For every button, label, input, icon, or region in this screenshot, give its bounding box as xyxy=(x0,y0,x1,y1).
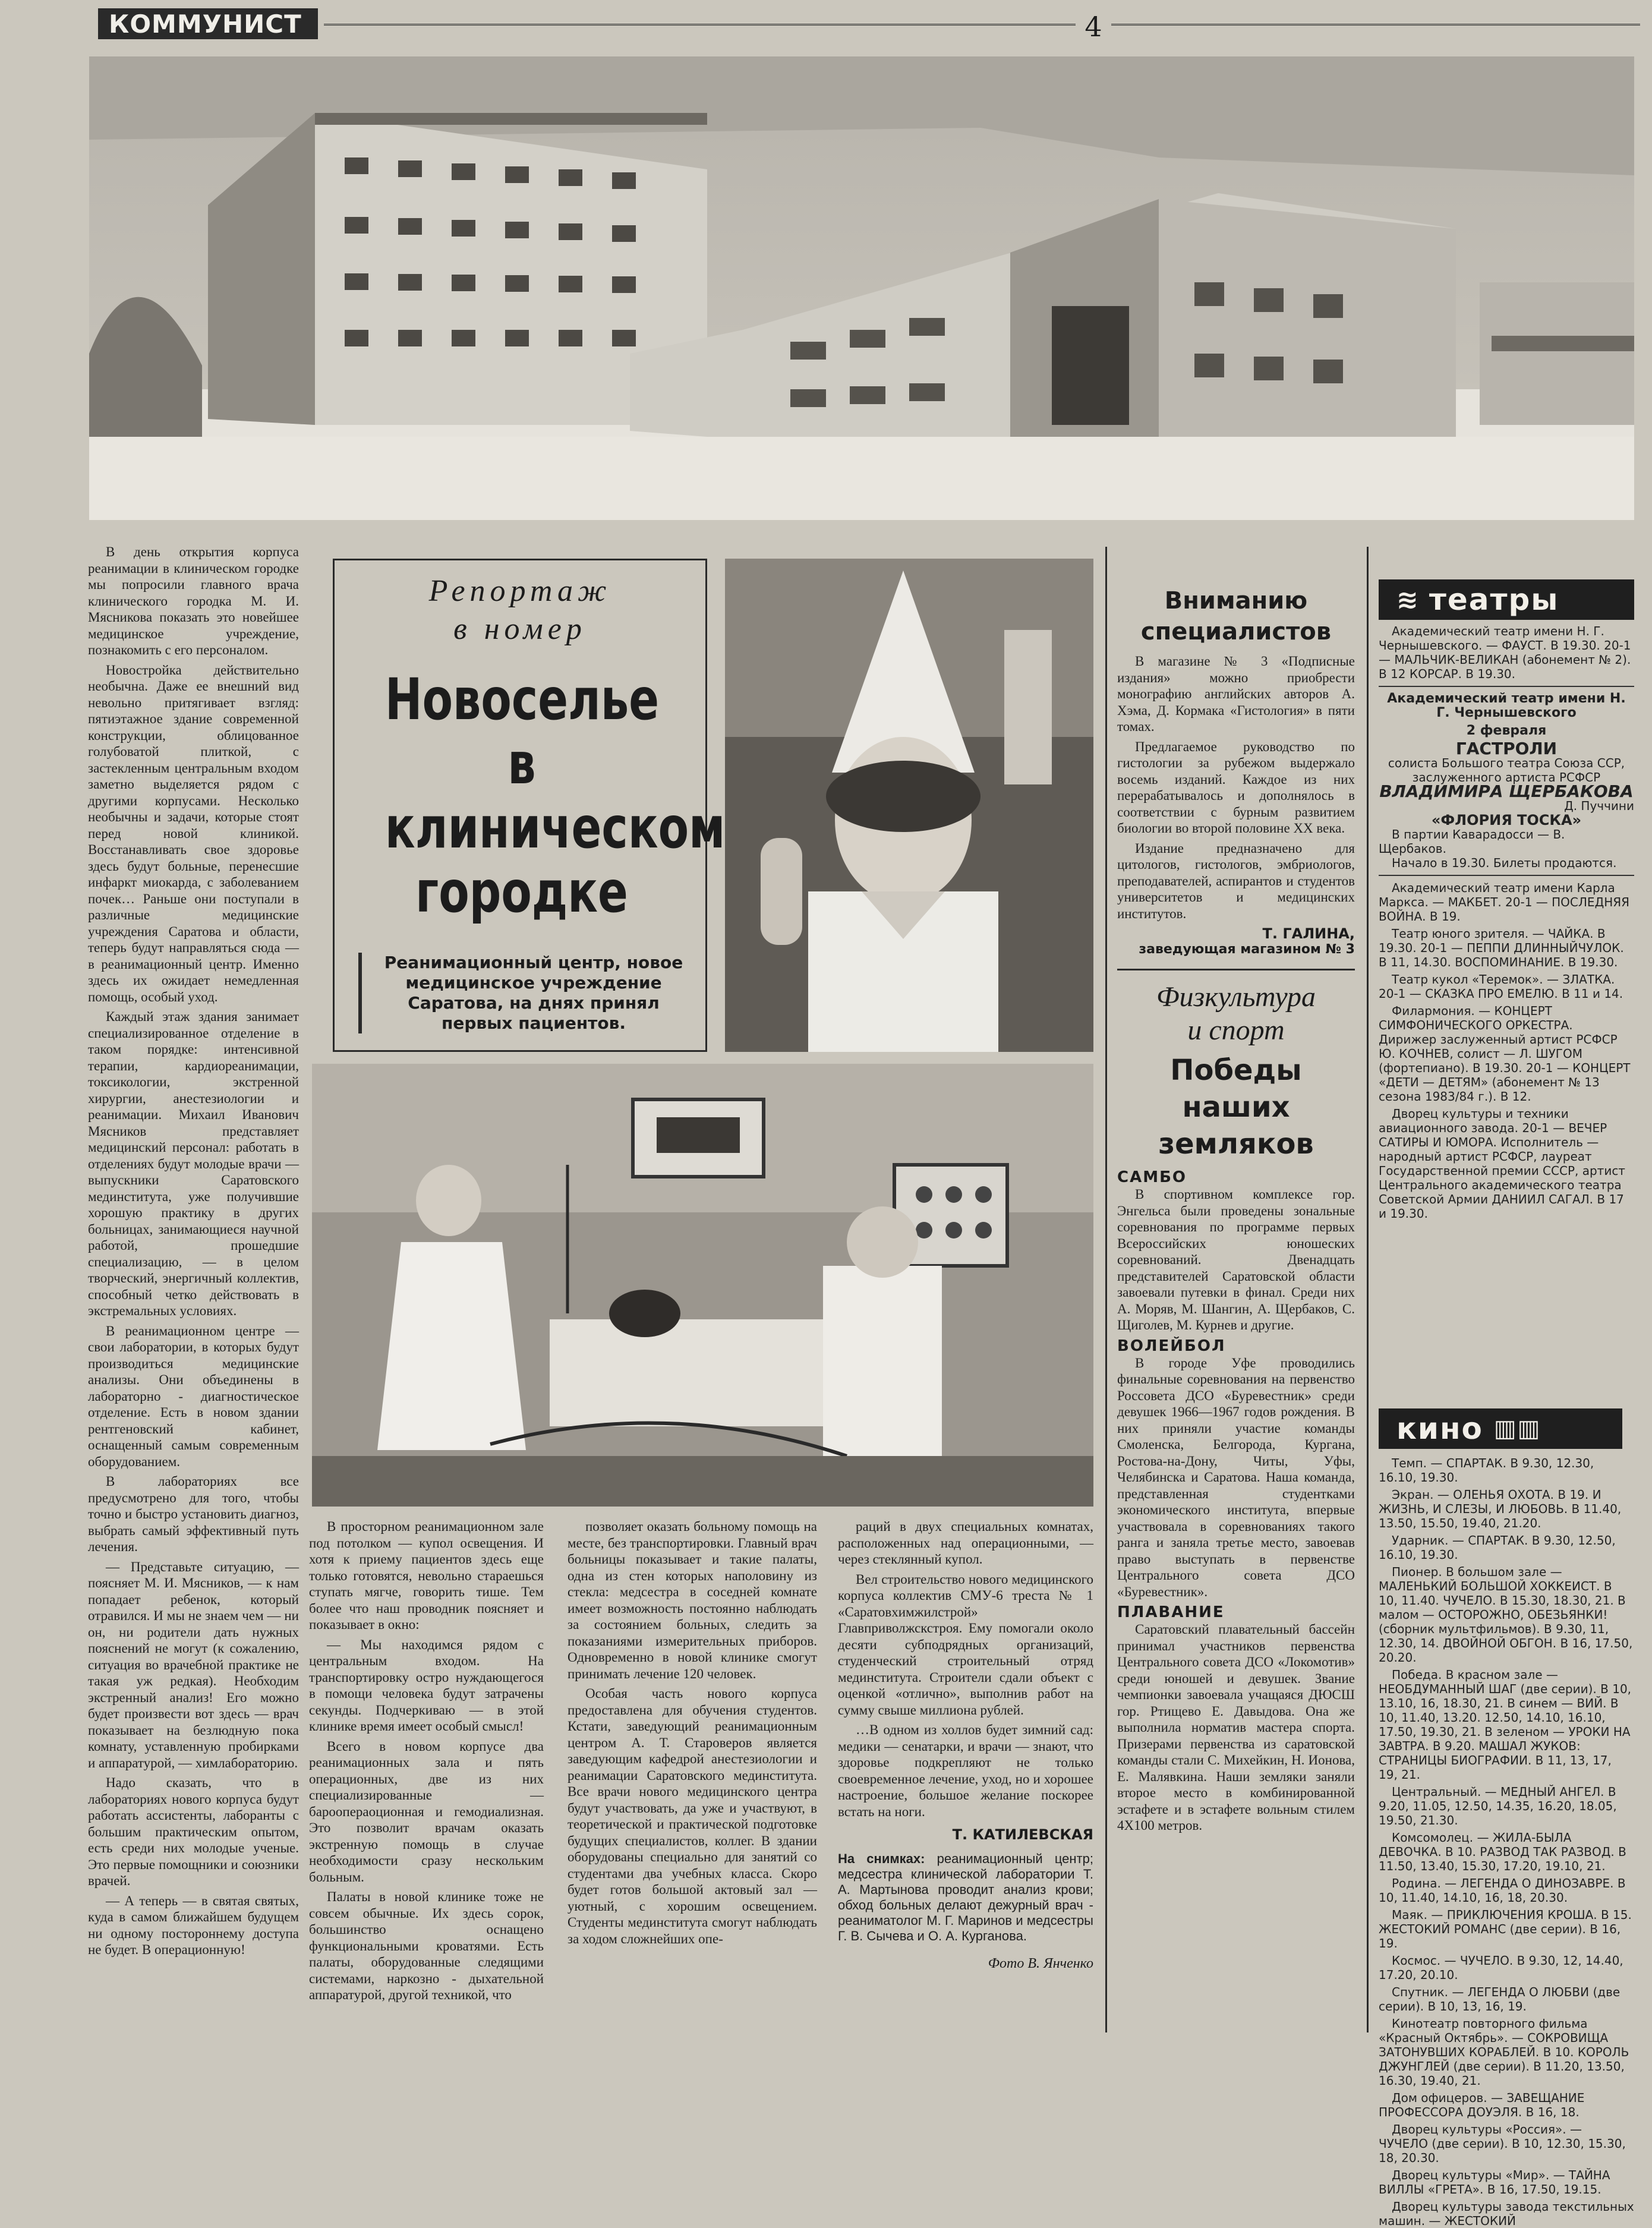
gastroli-text: солиста Большого театра Союза ССР, заслуженного артиста РСФСР xyxy=(1388,756,1625,784)
body-column-3-text xyxy=(838,1518,1093,1819)
sidebar-divider xyxy=(1117,969,1355,970)
reportage-rubric xyxy=(335,572,705,648)
rubric-line: в номер xyxy=(453,612,587,646)
gastroli-role: В партии Каварадосси — В. Щербаков. xyxy=(1379,827,1565,856)
article-headline: Новоселье в клиническом городке xyxy=(384,666,726,925)
body-column-1 xyxy=(309,1518,544,2030)
cinema-listing: Темп. — СПАРТАК. В 9.30, 12.30, 16.10, 19.30. xyxy=(1379,1456,1594,1485)
gastroli-title: ГАСТРОЛИ xyxy=(1455,739,1558,758)
caption-text: реанимационный центр; медсестра клинической лаборатории Т. А. Мартынова проводит анализ крови; обход больных делают дежурный врач - реаниматолог М. Г. Маринов и медсестры Г. В. Сычева и О. А. Курганова. xyxy=(838,1851,1093,1943)
body-paragraph: Вел строительство нового медицинского корпуса коллектив СМУ-6 треста № 1 «Саратовхимжилстрой» Главприволжскстроя. Ему помогали около десяти субподрядных организаций, студенческий строительный отряд мединститута. Строители сдали объект с оценкой «отлично», выполнив работ на сумму свыше миллиона рублей. xyxy=(838,1571,1093,1718)
specialists-paragraph: Предлагаемое руководство по гистологии за рубежом выдержало восемь изданий. Каждое из них перерабатывалось и дополнялось в соответствии с бурным развитием биологии во второй половине XX века. xyxy=(1117,739,1355,836)
specialists-paragraph: В магазине № 3 «Подписные издания» можно приобрести монографию английских авторов А. Хэма, Д. Кормака «Гистология» в пяти томах. xyxy=(1117,654,1355,734)
body-column-3 xyxy=(838,1518,1093,2030)
sport-paragraph: В спортивном комплексе гор. Энгельса были проведены зональные соревнования по программе первых Всероссийских юношеских соревнований. Двенадцать представителей Саратовской области завоевали путевки в финал. Среди них А. Моряв, М. Шангин, А. Щербаков, С. Щиголев, М. Курнев и другие. xyxy=(1117,1187,1355,1332)
gastroli-notice xyxy=(1379,686,1634,876)
specialists-signature: Т. ГАЛИНА, xyxy=(1262,925,1355,942)
article-signature: Т. КАТИЛЕВСКАЯ xyxy=(952,1826,1093,1843)
rubric-line: Репортаж xyxy=(428,574,611,608)
photo-caption xyxy=(838,1851,1093,1944)
body-paragraph: позволяет оказать больному помощь на месте, без транспортировки. Главный врач больницы показывает и такие палаты, одна из стен которых наполовину из стекла: медсестра в соседней комнате имеет возможность постоянно наблюдать за состоянием больных, следить за показаниями измерительных приборов. Одновременно в новой клинике смогут принимать лечение 120 человек. xyxy=(568,1519,817,1681)
cinema-listing: Маяк. — ПРИКЛЮЧЕНИЯ КРОША. В 15. ЖЕСТОКИЙ РОМАНС (две серии). В 16, 19. xyxy=(1379,1908,1632,1950)
rubric-line: Физкультура xyxy=(1156,981,1316,1013)
caption-label: На снимках: xyxy=(838,1851,925,1866)
sport-section-text xyxy=(1117,1186,1355,1334)
body-paragraph: Всего в новом корпусе два реанимационных зала и пять операционных, две из них специализированные — бароопераоционная и гемодиализная. Это позволит врачам оказать экстренную помощь в случае необходимости сразу нескольким больным. xyxy=(309,1738,544,1884)
page-number: 4 xyxy=(1076,11,1111,40)
theatre-listing: Академический театр имени Н. Г. Чернышевского. — ФАУСТ. В 19.30. 20-1 — МАЛЬЧИК-ВЕЛИКАН (абонемент № 2). В 12 КОРСАР. В 19.30. xyxy=(1379,624,1631,681)
specialists-notice xyxy=(1117,585,1355,966)
cinema-listing: Экран. — ОЛЕНЬЯ ОХОТА. В 19. И ЖИЗНЬ, И СЛЕЗЫ, И ЛЮБОВЬ. В 11.40, 13.50, 15.50, 19.40, 21.20. xyxy=(1379,1488,1622,1530)
left-paragraph: В день открытия корпуса реанимации в клиническом городке мы попросили главного врача клинического городка М. И. Мясникова показать это новейшее медицинское учреждение, познакомить с его персоналом. xyxy=(88,544,299,657)
body-paragraph: В просторном реанимационном зале под потолком — купол освещения. И хотя к приему пациентов здесь еще только готовятся, невольно стараешься ступать мягче, говорить тише. Тем более что наш проводник поясняет и показывает в окно: xyxy=(309,1519,544,1632)
specialists-signature-role: заведующая магазином № 3 xyxy=(1139,942,1355,957)
sport-rubric xyxy=(1117,981,1355,1047)
newspaper-masthead: КОММУНИСТ xyxy=(98,8,318,39)
left-paragraph: Каждый этаж здания занимает специализированное отделение в таком порядке: интенсивной терапии, кардиореанимации, токсикологии, экстренной хирургии, анестезиологии и реанимации. Михаил Иванович Мясников представляет медицинский персонал: работать в отделениях будут молодые врачи — выпускники Саратовского мединститута, уже получившие хорошую практику в других больницах, занимающиеся научной работой, прошедшие специализацию, — в целом творческий, энергичный коллектив, способный четко действовать в экстремальных условиях. xyxy=(88,1009,299,1318)
cinema-listings xyxy=(1379,1456,1634,2228)
left-paragraph: В реанимационном центре — свои лаборатории, в которых будут производиться медицинские анализы. Они объединены в лабораторно - диагностическое отделение. Есть в новом здании рентгеновский кабинет, оснащенный самым современным оборудованием. xyxy=(88,1323,299,1469)
gastroli-start: Начало в 19.30. Билеты продаются. xyxy=(1392,856,1617,870)
cinema-listing: Центральный. — МЕДНЫЙ АНГЕЛ. В 9.20, 11.05, 12.50, 14.35, 16.20, 18.05, 19.50, 21.30. xyxy=(1379,1785,1617,1827)
gastroli-date: 2 февраля xyxy=(1466,723,1547,738)
cinema-listing: Дворец культуры завода текстильных машин. — ЖЕСТОКИЙ xyxy=(1379,2199,1634,2228)
column-rule xyxy=(1367,547,1369,2032)
cinema-listing: Дворец культуры «Мир». — ТАЙНА ВИЛЛЫ «ГРЕТА». В 16, 17.50, 19.15. xyxy=(1379,2168,1610,2197)
cinema-banner xyxy=(1379,1408,1622,1449)
nurse-photo xyxy=(725,559,1093,1052)
cinema-listing: Комсомолец. — ЖИЛА-БЫЛА ДЕВОЧКА. В 10. РАЗВОД ТАК РАЗВОД. В 11.50, 13.40, 15.30, 17.20, 19.10, 21. xyxy=(1379,1830,1626,1873)
left-column-article xyxy=(88,544,299,2030)
theatre-listing: Театр юного зрителя. — ЧАЙКА. В 19.30. 20-1 — ПЕППИ ДЛИННЫЙЧУЛОК. В 11, 14.30. ВОСПОМИНАНИЕ. В 19.30. xyxy=(1379,927,1624,969)
theatre-mask-icon: ≋ xyxy=(1396,584,1420,615)
cinema-listing: Спутник. — ЛЕГЕНДА О ЛЮБВИ (две серии). В 10, 13, 16, 19. xyxy=(1379,1985,1621,2013)
column-rule xyxy=(1105,547,1107,2032)
left-paragraph: Новостройка действительно необычна. Даже ее внешний вид невольно притягивает взгляд: пятиэтажное здание современной конструкции, облицованное голубоватой плиткой, с застекленным центральным входом заметно выделяется рядом с другими корпусами. Несколько необычны и задачи, которые стоят перед новой клиникой. Восстанавливать свое здоровье здесь будут больные, перенесшие инфаркт миокарда, с заболеванием почек… Раньше они поступали в различные медицинские учреждения Саратова и области, теперь будут направляться сюда — в реанимационный центр. Именно здесь их ожидает немедленная помощь, особый уход. xyxy=(88,662,299,1004)
sport-section-text xyxy=(1117,1621,1355,1834)
cinema-listing: Кинотеатр повторного фильма «Красный Октябрь». — СОКРОВИЩА ЗАТОНУВШИХ КОРАБЛЕЙ. В 10. КОРОЛЬ ДЖУНГЛЕЙ (две серии). В 11.20, 13.50, 16.30, 19.40, 21. xyxy=(1379,2016,1629,2088)
body-paragraph: Палаты в новой клинике тоже не совсем обычные. Их здесь сорок, большинство оснащено функциональными кроватями. Есть палаты, оборудованные следящими системами, наркозно - дыхательной аппаратурой, другой техникой, что xyxy=(309,1889,544,2002)
specialists-paragraph: Издание предназначено для цитологов, гистологов, эмбриологов, преподавателей, аспирантов и студентов университетов и медицинских институтов. xyxy=(1117,840,1355,921)
rubric-line: и спорт xyxy=(1187,1014,1285,1046)
film-strip-icon: ▥▥ xyxy=(1493,1415,1541,1442)
specialists-text xyxy=(1117,653,1355,922)
left-paragraph: — А теперь — в святая святых, куда в самом ближайшем будущем ни одному постороннему доступа не будет. В операционную! xyxy=(88,1893,299,1957)
cinema-listing: Родина. — ЛЕГЕНДА О ДИНОЗАВРЕ. В 10, 11.40, 14.10, 16, 18, 20.30. xyxy=(1379,1876,1626,1905)
specialists-title: Вниманию специалистов xyxy=(1140,587,1332,645)
article-lede: Реанимационный центр, новое медицинское учреждение Саратова, на днях принял первых пациентов. xyxy=(358,953,697,1033)
cinema-listing: Дворец культуры «Россия». — ЧУЧЕЛО (две серии). В 10, 12.30, 15.30, 18, 20.30. xyxy=(1379,2122,1626,2165)
sport-title: Победы наших земляков xyxy=(1158,1054,1314,1161)
theatre-listing: Дворец культуры и техники авиационного завода. 20-1 — ВЕЧЕР САТИРЫ И ЮМОРА. Исполнитель — народный артист РСФСР, лауреат Государственной премии СССР, артист Центрального академического театра Советской Армии ДАНИИЛ САГАЛ. В 17 и 19.30. xyxy=(1379,1107,1625,1221)
ward-photo xyxy=(312,1064,1093,1507)
theatres-banner xyxy=(1379,579,1634,620)
gastroli-author: Д. Пуччини xyxy=(1564,799,1634,813)
theatre-listing: Филармония. — КОНЦЕРТ СИМФОНИЧЕСКОГО ОРКЕСТРА. Дирижер заслуженный артист РСФСР Ю. КОЧНЕВ, солист — Л. ШУГОМ (фортепиано). В 19.30. 20-1 — КОНЦЕРТ «ДЕТИ — ДЕТЯМ» (абонемент № 13 сезона 1983/84 г.). В 12. xyxy=(1379,1004,1631,1104)
cinema-listing: Дом офицеров. — ЗАВЕЩАНИЕ ПРОФЕССОРА ДОУЭЛЯ. В 16, 18. xyxy=(1379,2091,1585,2119)
left-paragraph: Надо сказать, что в лабораториях нового корпуса будут работать ассистенты, лаборанты с большим практическим опытом, есть среди них молодые ученые. Это первые помощники и союзники врачей. xyxy=(88,1775,299,1888)
sport-section-text xyxy=(1117,1355,1355,1600)
sport-section-head: ВОЛЕЙБОЛ xyxy=(1117,1337,1226,1355)
left-paragraph: В лабораториях все предусмотрено для того, чтобы точно и быстро установить диагноз, выбрать самый эффективный путь лечения. xyxy=(88,1474,299,1554)
body-paragraph: Особая часть нового корпуса предоставлена для обучения студентов. Кстати, заведующий реанимационным центром А. Т. Староверов является заведующим кафедрой анестезиологии и реанимации Саратовского мединститута. Все врачи нового медицинского центра будут участвовать, да уже и участвуют, в теоретической и практической подготовке будущих специалистов, коллег. В здании оборудованы специально для занятий со студентами два учебных класса. Скоро будет готов большой актовый зал — уютный, с хорошим освещением. Студенты мединститута смогут наблюдать за ходом сложнейших опе- xyxy=(568,1686,817,1946)
body-paragraph: …В одном из холлов будет зимний сад: медики — сенатарки, и врачи — знают, что здоровье подкрепляют не только своевременное лечение, уход, но и хорошее настроение, большое желание поскорее встать на ноги. xyxy=(838,1722,1093,1819)
theatre-listing: Академический театр имени Карла Маркса. — МАКБЕТ. 20-1 — ПОСЛЕДНЯЯ ВОЙНА. В 19. xyxy=(1379,881,1630,924)
sport-paragraph: Саратовский плавательный бассейн принимал участников первенства Центрального совета ДСО «Локомотив» среди юношей и девушек. Звание чемпионки завоевала учащаяся ДЮСШ гор. Ртищево Е. Давыдова. Она же выполнила норматив мастера спорта. Призерами первенства из саратовской команды стали С. Михейкин, Н. Ионова, Е. Малявкина. Наши земляки заняли второе место в комбинированной эстафете и в эстафете вольным стилем 4Х100 метров. xyxy=(1117,1622,1355,1833)
cinema-listing: Ударник. — СПАРТАК. В 9.30, 12.50, 16.10, 19.30. xyxy=(1379,1533,1616,1562)
photo-credit: Фото В. Янченко xyxy=(988,1956,1093,1971)
theatres-listings xyxy=(1379,624,1634,1400)
body-paragraph: раций в двух специальных комнатах, расположенных над операционными, — через стеклянный купол. xyxy=(838,1519,1093,1567)
theatre-listing: Театр кукол «Теремок». — ЗЛАТКА. 20-1 — СКАЗКА ПРО ЕМЕЛЮ. В 11 и 14. xyxy=(1379,972,1623,1001)
body-column-2 xyxy=(568,1518,817,2030)
gastroli-theatre: Академический театр имени Н. Г. Чернышевского xyxy=(1387,691,1626,720)
gastroli-opera: «ФЛОРИЯ ТОСКА» xyxy=(1431,812,1582,828)
sport-section-head: ПЛАВАНИЕ xyxy=(1117,1603,1225,1621)
cinema-listing: Победа. В красном зале — НЕОБДУМАННЫЙ ШАГ (две серии). В 10, 13.10, 16, 18.30, 21. В синем — ВИЙ. В 10, 11.40, 13.20. 12.50, 14.10, 16.10, 17.50, 19.30, 21. В зеленом — УРОКИ НА ЗАВТРА. В 9.20. МАШАЛ ЖУКОВ: СТРАНИЦЫ БИОГРАФИИ. В 11, 13, 17, 19, 21. xyxy=(1379,1668,1632,1782)
left-paragraph: — Представьте ситуацию, — поясняет М. И. Мясников, — к нам попадает ребенок, который отравился. И мы не знаем чем — ни он, ни родители дать нужных пояснений не могут (к сожалению, ситуация во врачебной практике не такая уж редкая). Необходим экстренный анализ! Его можно будет произвести вот здесь — врач показывает на безлюдную пока комнату, уставленную пробирками и аппаратурой, — химлабораторию. xyxy=(88,1559,299,1770)
cinema-listing: Космос. — ЧУЧЕЛО. В 9.30, 12, 14.40, 17.20, 20.10. xyxy=(1379,1953,1623,1982)
sport-section-head: САМБО xyxy=(1117,1168,1187,1186)
cinema-banner-label: кино xyxy=(1396,1411,1483,1446)
sport-section xyxy=(1117,981,1355,2032)
cinema-listing: Пионер. В большом зале — МАЛЕНЬКИЙ БОЛЬШОЙ ХОККЕИСТ. В 10, 11.40. ЧУЧЕЛО. В 15.30, 18.30, 21. В малом — ОСТОРОЖНО, ОБЕЗЬЯНКИ! (сборник мультфильмов). В 9.30, 11, 12.30, 14. ДВОЙНОЙ ОБГОН. В 16, 17.50, 20.20. xyxy=(1379,1565,1633,1665)
theatres-banner-label: театры xyxy=(1429,582,1559,617)
sport-paragraph: В городе Уфе проводились финальные соревнования на первенство Россовета ДСО «Буревестник» среди девушек 1966—1967 годов рождения. В них приняли участие команды Смоленска, Белгорода, Кургана, Ростова-на-Дону, Читы, Уфы, Челябинска и Саратова. Наша команда, представленная студентками экономического института, впервые участвовала в соревнованиях такого ранга и заняла третье место, завоевав право выступать в первенстве Центрального совета ДСО «Буревестник». xyxy=(1117,1355,1355,1599)
gastroli-artist: ВЛАДИМИРА ЩЕРБАКОВА xyxy=(1379,781,1634,801)
building-photo xyxy=(89,56,1634,520)
body-paragraph: — Мы находимся рядом с центральным входом. На транспортировку остро нуждающегося в помощи человека будут затрачены секунды. Подчеркиваю — в этой клинике время имеет особый смысл! xyxy=(309,1637,544,1734)
reportage-headline-box xyxy=(333,559,726,1052)
masthead-rule xyxy=(324,24,1640,26)
